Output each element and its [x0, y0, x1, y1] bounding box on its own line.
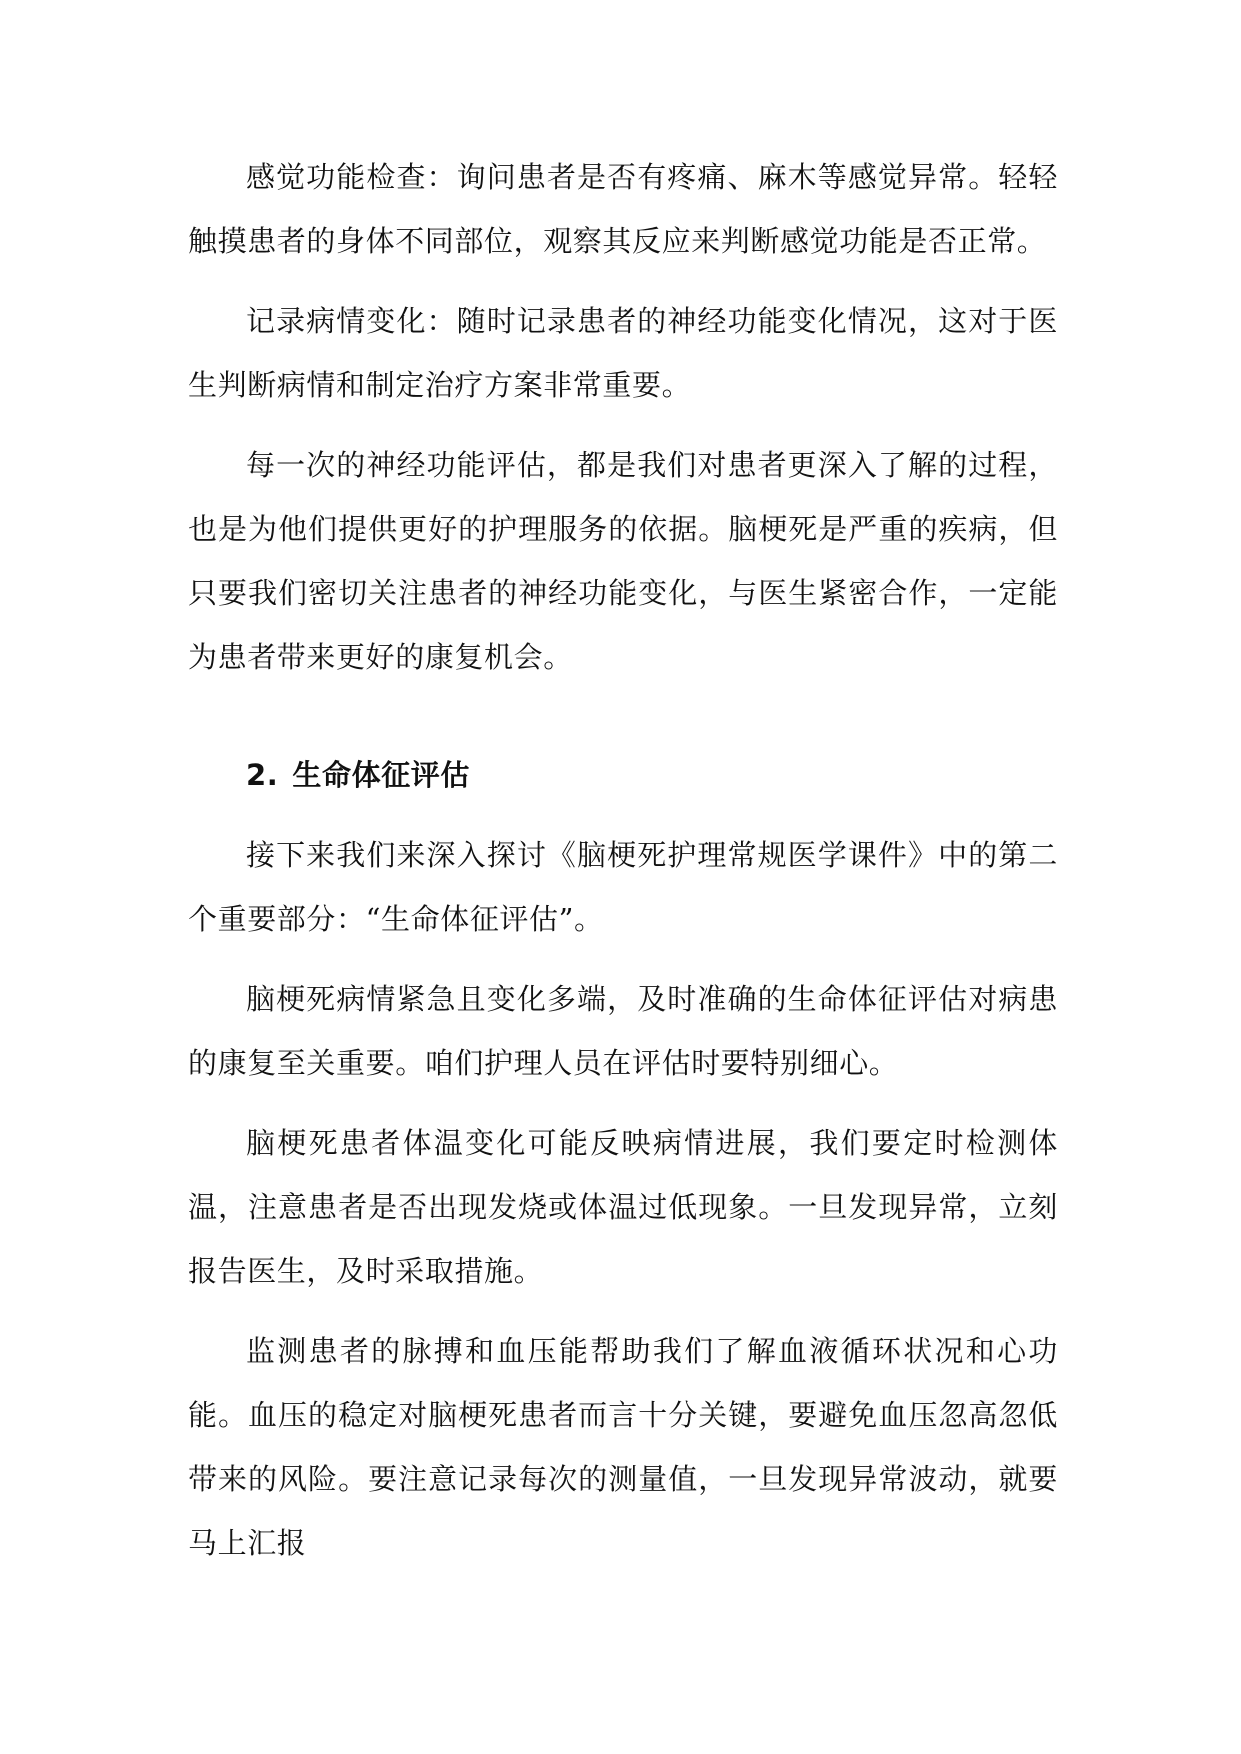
paragraph-record-changes: 记录病情变化：随时记录患者的神经功能变化情况，这对于医生判断病情和制定治疗方案非常重要。 [188, 304, 1058, 402]
paragraph-pulse-blood-pressure: 监测患者的脉搏和血压能帮助我们了解血液循环状况和心功能。血压的稳定对脑梗死患者而言十分关键，要避免血压忽高忽低带来的风险。要注意记录每次的测量值，一旦发现异常波动，就要马上汇报 [188, 1334, 1058, 1560]
paragraph-vitals-intro: 接下来我们来深入探讨《脑梗死护理常规医学课件》中的第二个重要部分：“生命体征评估”。 [188, 838, 1058, 936]
section-number: 2. [246, 758, 279, 792]
document-page [188, 145, 1058, 1575]
paragraph-sensory-check: 感觉功能检查：询问患者是否有疼痛、麻木等感觉异常。轻轻触摸患者的身体不同部位，观察其反应来判断感觉功能是否正常。 [188, 160, 1058, 258]
section-heading [188, 743, 1058, 807]
paragraph-neuro-assessment-summary: 每一次的神经功能评估，都是我们对患者更深入了解的过程，也是为他们提供更好的护理服务的依据。脑梗死是严重的疾病，但只要我们密切关注患者的神经功能变化，与医生紧密合作，一定能为患者带来更好的康复机会。 [188, 448, 1058, 674]
paragraph-temperature: 脑梗死患者体温变化可能反映病情进展，我们要定时检测体温，注意患者是否出现发烧或体温过低现象。一旦发现异常，立刻报告医生，及时采取措施。 [188, 1126, 1058, 1288]
paragraph-vitals-importance: 脑梗死病情紧急且变化多端，及时准确的生命体征评估对病患的康复至关重要。咱们护理人员在评估时要特别细心。 [188, 982, 1058, 1080]
section-title: 生命体征评估 [292, 758, 471, 792]
